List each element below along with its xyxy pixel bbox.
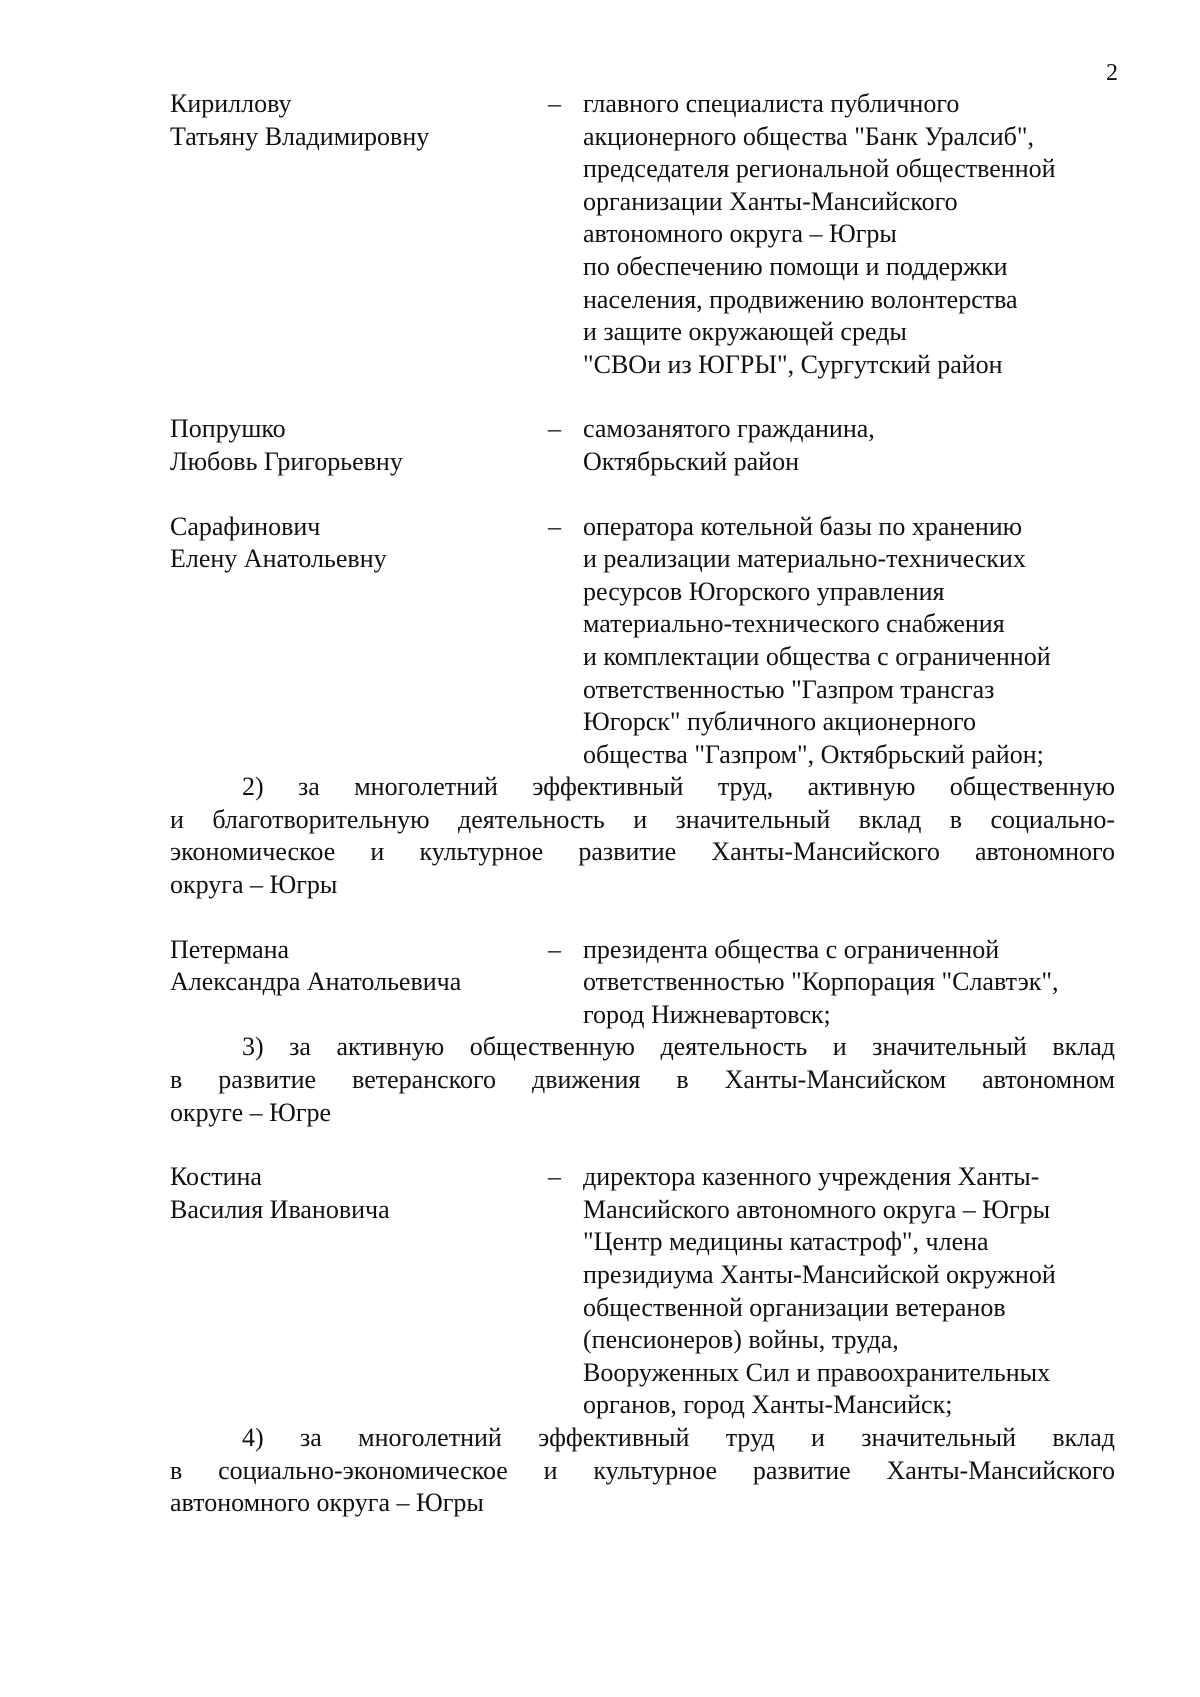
award-entry [170,511,1115,772]
description-line: президента общества с ограниченной [583,934,1000,964]
section-paragraph [170,1031,1115,1129]
description-line: общества "Газпром", Октябрьский район; [583,739,1044,769]
description-line: самозанятого гражданина, [583,414,875,444]
name-line: Василия Ивановича [170,1194,390,1224]
description-line: Мансийского автономного округа – Югры [583,1194,1051,1224]
description-line: Октябрьский район [583,446,799,476]
person-name [170,511,548,576]
person-description [583,88,1115,381]
paragraph-line: автономного округа – Югры [170,1488,484,1518]
dash: – [548,414,561,444]
description-line: и реализации материально-технических [583,544,1026,574]
person-description [583,1161,1115,1422]
section-paragraph [170,771,1115,901]
description-line: автономного округа – Югры [583,219,897,249]
paragraph-line: экономическое и культурное развитие Ханты-Мансийского автономного [170,837,1115,867]
award-entry [170,934,1115,1032]
award-entry [170,1161,1115,1422]
name-line: Татьяну Владимировну [170,121,430,151]
page-number: 2 [1106,60,1118,86]
description-line: населения, продвижению волонтерства [583,284,1018,314]
description-line: ответственностью "Газпром трансгаз [583,674,995,704]
description-line: по обеспечению помощи и поддержки [583,251,1008,281]
description-line: организации Ханты-Мансийского [583,186,958,216]
description-line: органов, город Ханты-Мансийск; [583,1390,953,1420]
person-name [170,934,548,999]
person-description [583,934,1115,1032]
paragraph-line: 3) за активную общественную деятельность и значительный вклад [242,1032,1115,1062]
description-line: Югорск" публичного акционерного [583,707,976,737]
paragraph-line: 4) за многолетний эффективный труд и значительный вклад [242,1422,1115,1452]
description-line: председателя региональной общественной [583,154,1056,184]
description-line: ответственностью "Корпорация "Славтэк", [583,967,1059,997]
person-description [583,413,1115,478]
description-line: город Нижневартовск; [583,999,831,1029]
name-line: Костина [170,1162,262,1192]
section-paragraph [170,1422,1115,1520]
paragraph-line: 2) за многолетний эффективный труд, активную общественную [242,772,1115,802]
name-line: Александра Анатольевича [170,967,462,997]
description-line: общественной организации ветеранов [583,1292,1006,1322]
description-line: "Центр медицины катастроф", члена [583,1227,989,1257]
dash: – [548,1162,561,1192]
description-line: акционерного общества "Банк Уралсиб", [583,121,1034,151]
description-line: Вооруженных Сил и правоохранительных [583,1357,1051,1387]
description-line: и защите окружающей среды [583,317,907,347]
person-description [583,511,1115,772]
paragraph-line: в социально-экономическое и культурное развитие Ханты-Мансийского [170,1455,1115,1485]
name-line: Любовь Григорьевну [170,446,403,476]
description-line: ресурсов Югорского управления [583,576,945,606]
paragraph-line: в развитие ветеранского движения в Ханты-Мансийском автономном [170,1065,1115,1095]
person-name [170,88,548,153]
name-line: Петермана [170,934,290,964]
description-line: "СВОи из ЮГРЫ", Сургутский район [583,349,1003,379]
person-name [170,1161,548,1226]
description-line: оператора котельной базы по хранению [583,511,1023,541]
name-line: Попрушко [170,414,286,444]
name-line: Кириллову [170,89,292,118]
paragraph-line: округе – Югре [170,1097,332,1127]
person-name [170,413,548,478]
dash: – [548,89,561,118]
description-line: и комплектации общества с ограниченной [583,641,1051,671]
name-line: Елену Анатольевну [170,544,387,574]
document-body [170,88,1115,1520]
description-line: главного специалиста публичного [583,89,960,118]
description-line: материально-технического снабжения [583,609,1005,639]
dash: – [548,511,561,541]
award-entry [170,413,1115,478]
description-line: (пенсионеров) войны, труда, [583,1325,899,1355]
description-line: директора казенного учреждения Ханты- [583,1162,1040,1192]
dash: – [548,934,561,964]
name-line: Сарафинович [170,511,321,541]
paragraph-line: и благотворительную деятельность и значительный вклад в социально- [170,804,1115,834]
paragraph-line: округа – Югры [170,870,338,900]
award-entry [170,88,1115,381]
description-line: президиума Ханты-Мансийской окружной [583,1260,1056,1289]
